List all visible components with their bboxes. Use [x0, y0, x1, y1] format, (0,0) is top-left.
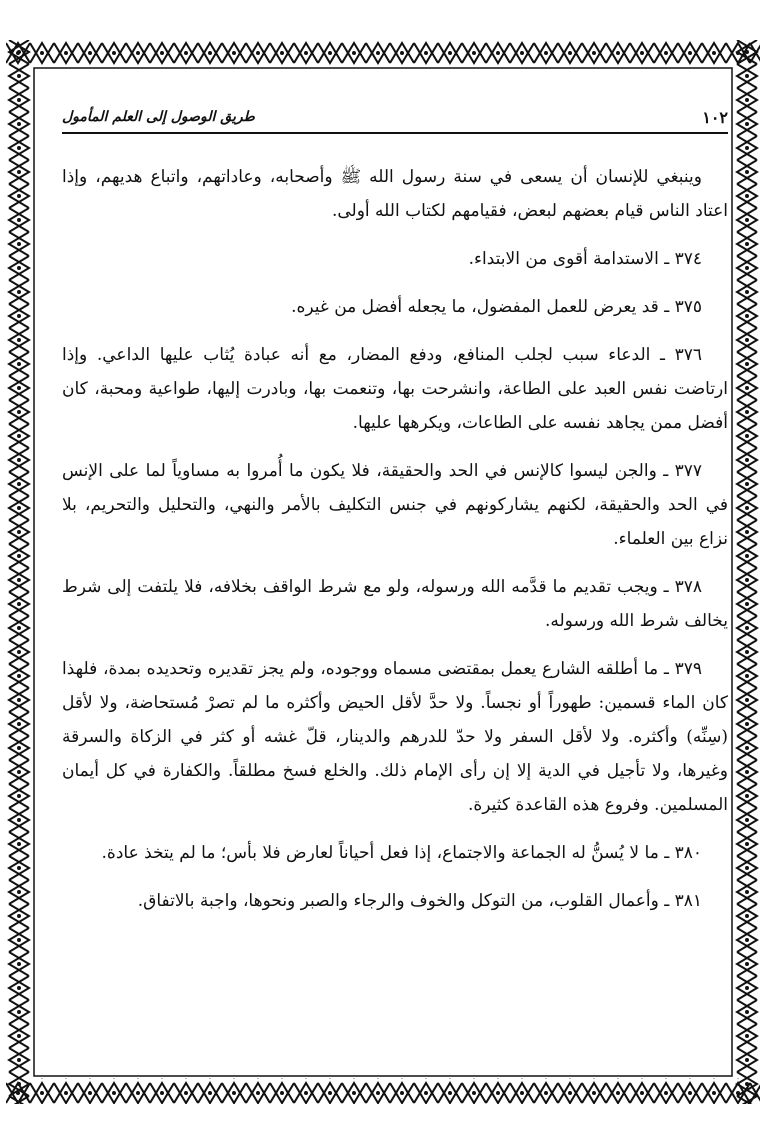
page-header: [62, 102, 728, 134]
page-body: [62, 160, 728, 932]
paragraph-381: ٣٨١ ـ وأعمال القلوب، من التوكل والخوف والرجاء والصبر ونحوها، واجبة بالاتفاق.: [137, 891, 702, 911]
paragraph-378: ٣٧٨ ـ ويجب تقديم ما قدَّمه الله ورسوله، ولو مع شرط الواقف بخلافه، فلا يلتفت إلى شرط يخالف شرط الله ورسوله.: [62, 577, 728, 631]
running-title: طريق الوصول إلى العلم المأمول: [62, 109, 255, 125]
paragraph-377: ٣٧٧ ـ والجن ليسوا كالإنس في الحد والحقيقة، فلا يكون ما أُمروا به مساوياً لما على الإنس في الحد والحقيقة، لكنهم يشاركونهم في جنس التكليف بالأمر والنهي، والتحليل والتحريم، بلا نزاع بين العلماء.: [62, 461, 728, 549]
page-number: ١٠٢: [702, 107, 728, 127]
paragraph-374: ٣٧٤ ـ الاستدامة أقوى من الابتداء.: [468, 249, 702, 269]
paragraph-376: ٣٧٦ ـ الدعاء سبب لجلب المنافع، ودفع المضار، مع أنه عبادة يُثاب عليها الداعي. وإذا ارتاضت نفس العبد على الطاعة، وانشرحت بها، وتنعمت بها، وبادرت إليها، طواعية ومحبة، كان أفضل ممن يجاهد نفسه على الطاعات، ويكرهها عليها.: [62, 345, 728, 433]
paragraph-intro: وينبغي للإنسان أن يسعى في سنة رسول الله ﷺ وأصحابه، وعاداتهم، واتباع هديهم، وإذا اعتاد الناس قيام بعضهم لبعض، فقيامهم لكتاب الله أولى.: [62, 167, 728, 221]
paragraph-380: ٣٨٠ ـ ما لا يُسنُّ له الجماعة والاجتماع، إذا فعل أحياناً لعارض فلا بأس؛ ما لم يتخذ عادة.: [101, 843, 702, 863]
paragraph-379: ٣٧٩ ـ ما أطلقه الشارع يعمل بمقتضى مسماه ووجوده، ولم يجز تقديره وتحديده بمدة، فلهذا كان الماء قسمين: طهوراً أو نجساً. ولا حدَّ لأقل الحيض وأكثره ما لم تصرْ مُستحاضة، ولا لأقل (سِنِّه) وأكثره. ولا لأقل السفر ولا حدّ للدرهم والدينار، قلّ غشه أو كثر في الزكاة والسرقة وغيرها، ولا تأجيل في الدية إلا إن رأى الإمام ذلك. والخلع فسخ مطلقاً. والكفارة في كل أيمان المسلمين. وفروع هذه القاعدة كثيرة.: [62, 659, 728, 815]
paragraph-375: ٣٧٥ ـ قد يعرض للعمل المفضول، ما يجعله أفضل من غيره.: [291, 297, 702, 317]
